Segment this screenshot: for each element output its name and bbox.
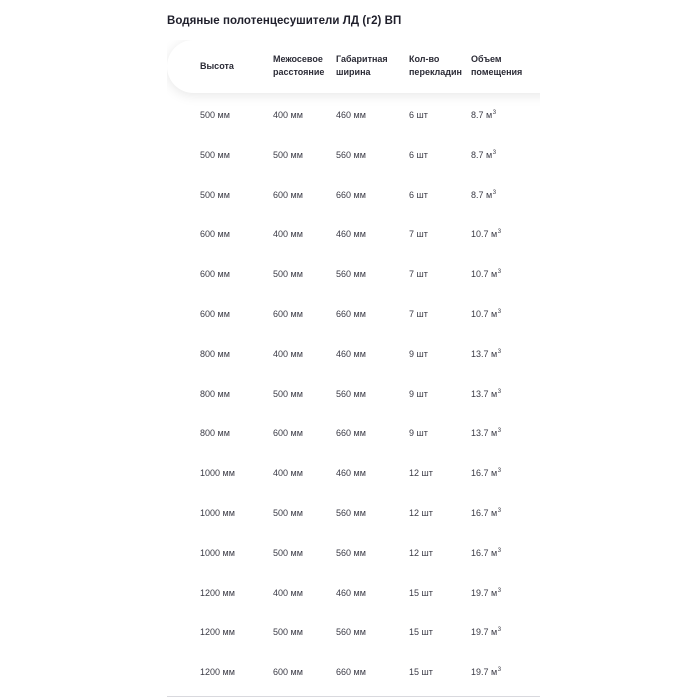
volume-unit: м [491,428,498,439]
volume-exponent: 3 [497,667,502,674]
table-row [167,453,540,493]
header-spacing: Межосевое расстояние [273,54,325,77]
cell-volume [471,667,501,677]
cell-spacing: 500 мм [273,508,303,518]
cell-height: 1200 мм [200,627,235,638]
volume-unit: м [491,348,498,359]
cell-bars: 12 шт [409,468,433,479]
volume-exponent: 3 [492,110,497,116]
cell-spacing: 400 мм [273,348,303,359]
volume-value: 13.7 [471,348,489,359]
table-title: Водяные полотенцесушители ЛД (г2) ВП [167,15,402,27]
volume-exponent: 3 [497,229,502,236]
table-header [167,40,540,93]
table-row [167,135,540,175]
table-row [167,612,540,652]
cell-height: 500 мм [200,110,230,120]
cell-volume [471,229,501,239]
volume-value: 19.7 [471,627,489,638]
cell-height: 500 мм [200,189,230,200]
cell-bars: 9 шт [409,428,428,439]
cell-volume [471,627,501,637]
volume-value: 10.7 [471,269,489,280]
cell-volume [471,428,501,438]
cell-height: 600 мм [200,269,230,280]
cell-height: 800 мм [200,348,230,359]
volume-unit: м [491,587,498,598]
volume-value: 19.7 [471,587,489,598]
cell-spacing: 500 мм [273,547,303,558]
cell-height: 600 мм [200,309,230,319]
cell-bars: 12 шт [409,547,433,558]
volume-exponent: 3 [497,587,502,594]
header-volume: Объем помещения [471,54,523,77]
volume-exponent: 3 [497,508,502,514]
cell-width: 660 мм [336,667,366,678]
cell-volume [471,349,501,359]
volume-unit: м [491,269,498,280]
table-row [167,533,540,573]
cell-width: 460 мм [336,468,366,479]
cell-height: 800 мм [200,388,230,399]
volume-unit: м [486,110,493,120]
volume-value: 8.7 [471,189,484,200]
volume-exponent: 3 [497,269,502,276]
cell-bars: 7 шт [409,269,428,280]
cell-spacing: 600 мм [273,428,303,439]
table-bottom-divider [167,696,540,697]
cell-width: 660 мм [336,189,366,200]
cell-width: 560 мм [336,508,366,518]
table-row [167,254,540,294]
volume-value: 16.7 [471,547,489,558]
cell-volume [471,508,501,518]
header-width: Габаритная ширина [336,54,388,77]
cell-height: 1200 мм [200,587,235,598]
volume-value: 19.7 [471,667,489,678]
cell-bars: 7 шт [409,229,428,240]
cell-bars: 6 шт [409,149,428,160]
table-row [167,374,540,414]
cell-width: 560 мм [336,627,366,638]
cell-height: 800 мм [200,428,230,439]
volume-unit: м [491,547,498,558]
cell-spacing: 500 мм [273,388,303,399]
cell-height: 1000 мм [200,508,235,518]
table-row [167,493,540,533]
cell-spacing: 400 мм [273,587,303,598]
volume-unit: м [491,667,498,678]
cell-spacing: 600 мм [273,667,303,678]
volume-exponent: 3 [497,627,502,634]
volume-value: 13.7 [471,388,489,399]
header-bars: Кол-во перекладин [409,54,462,77]
cell-bars: 15 шт [409,627,433,638]
cell-volume [471,150,496,160]
cell-width: 460 мм [336,348,366,359]
cell-height: 1000 мм [200,547,235,558]
header-height: Высота [200,61,234,71]
cell-volume [471,269,501,279]
cell-volume [471,468,501,478]
volume-value: 8.7 [471,110,484,120]
table-row [167,652,540,692]
cell-width: 560 мм [336,388,366,399]
volume-exponent: 3 [497,348,502,355]
volume-exponent: 3 [497,309,502,315]
cell-height: 1200 мм [200,667,235,678]
cell-bars: 12 шт [409,508,433,518]
volume-exponent: 3 [497,388,502,395]
volume-value: 10.7 [471,229,489,240]
cell-width: 460 мм [336,587,366,598]
volume-value: 10.7 [471,309,489,319]
cell-volume [471,548,501,558]
volume-exponent: 3 [492,189,497,196]
volume-unit: м [491,229,498,240]
cell-width: 560 мм [336,269,366,280]
volume-unit: м [491,309,498,319]
cell-spacing: 400 мм [273,110,303,120]
cell-width: 560 мм [336,149,366,160]
cell-bars: 15 шт [409,587,433,598]
table-row [167,95,540,135]
cell-volume [471,309,501,319]
cell-spacing: 600 мм [273,309,303,319]
cell-bars: 15 шт [409,667,433,678]
volume-unit: м [486,189,493,200]
cell-width: 460 мм [336,110,366,120]
volume-exponent: 3 [497,547,502,554]
volume-unit: м [491,508,498,518]
volume-value: 8.7 [471,149,484,160]
cell-volume [471,389,501,399]
cell-width: 660 мм [336,309,366,319]
cell-spacing: 500 мм [273,269,303,280]
cell-spacing: 400 мм [273,229,303,240]
cell-volume [471,588,501,598]
cell-bars: 6 шт [409,110,428,120]
cell-spacing: 600 мм [273,189,303,200]
cell-height: 600 мм [200,229,230,240]
volume-value: 16.7 [471,468,489,479]
cell-spacing: 500 мм [273,149,303,160]
cell-width: 560 мм [336,547,366,558]
cell-volume [471,110,496,120]
table-row [167,294,540,334]
table-row [167,214,540,254]
volume-value: 16.7 [471,508,489,518]
table-row [167,413,540,453]
cell-width: 660 мм [336,428,366,439]
cell-volume [471,190,496,200]
cell-height: 1000 мм [200,468,235,479]
volume-value: 13.7 [471,428,489,439]
cell-height: 500 мм [200,149,230,160]
volume-exponent: 3 [497,428,502,435]
table-row [167,334,540,374]
cell-bars: 9 шт [409,388,428,399]
cell-spacing: 500 мм [273,627,303,638]
volume-unit: м [491,388,498,399]
cell-bars: 7 шт [409,309,428,319]
volume-unit: м [491,627,498,638]
volume-unit: м [491,468,498,479]
cell-bars: 6 шт [409,189,428,200]
cell-bars: 9 шт [409,348,428,359]
cell-width: 460 мм [336,229,366,240]
specs-table [167,40,540,700]
table-row [167,175,540,215]
volume-exponent: 3 [497,468,502,475]
volume-exponent: 3 [492,149,497,156]
volume-unit: м [486,149,493,160]
table-row [167,573,540,613]
cell-spacing: 400 мм [273,468,303,479]
